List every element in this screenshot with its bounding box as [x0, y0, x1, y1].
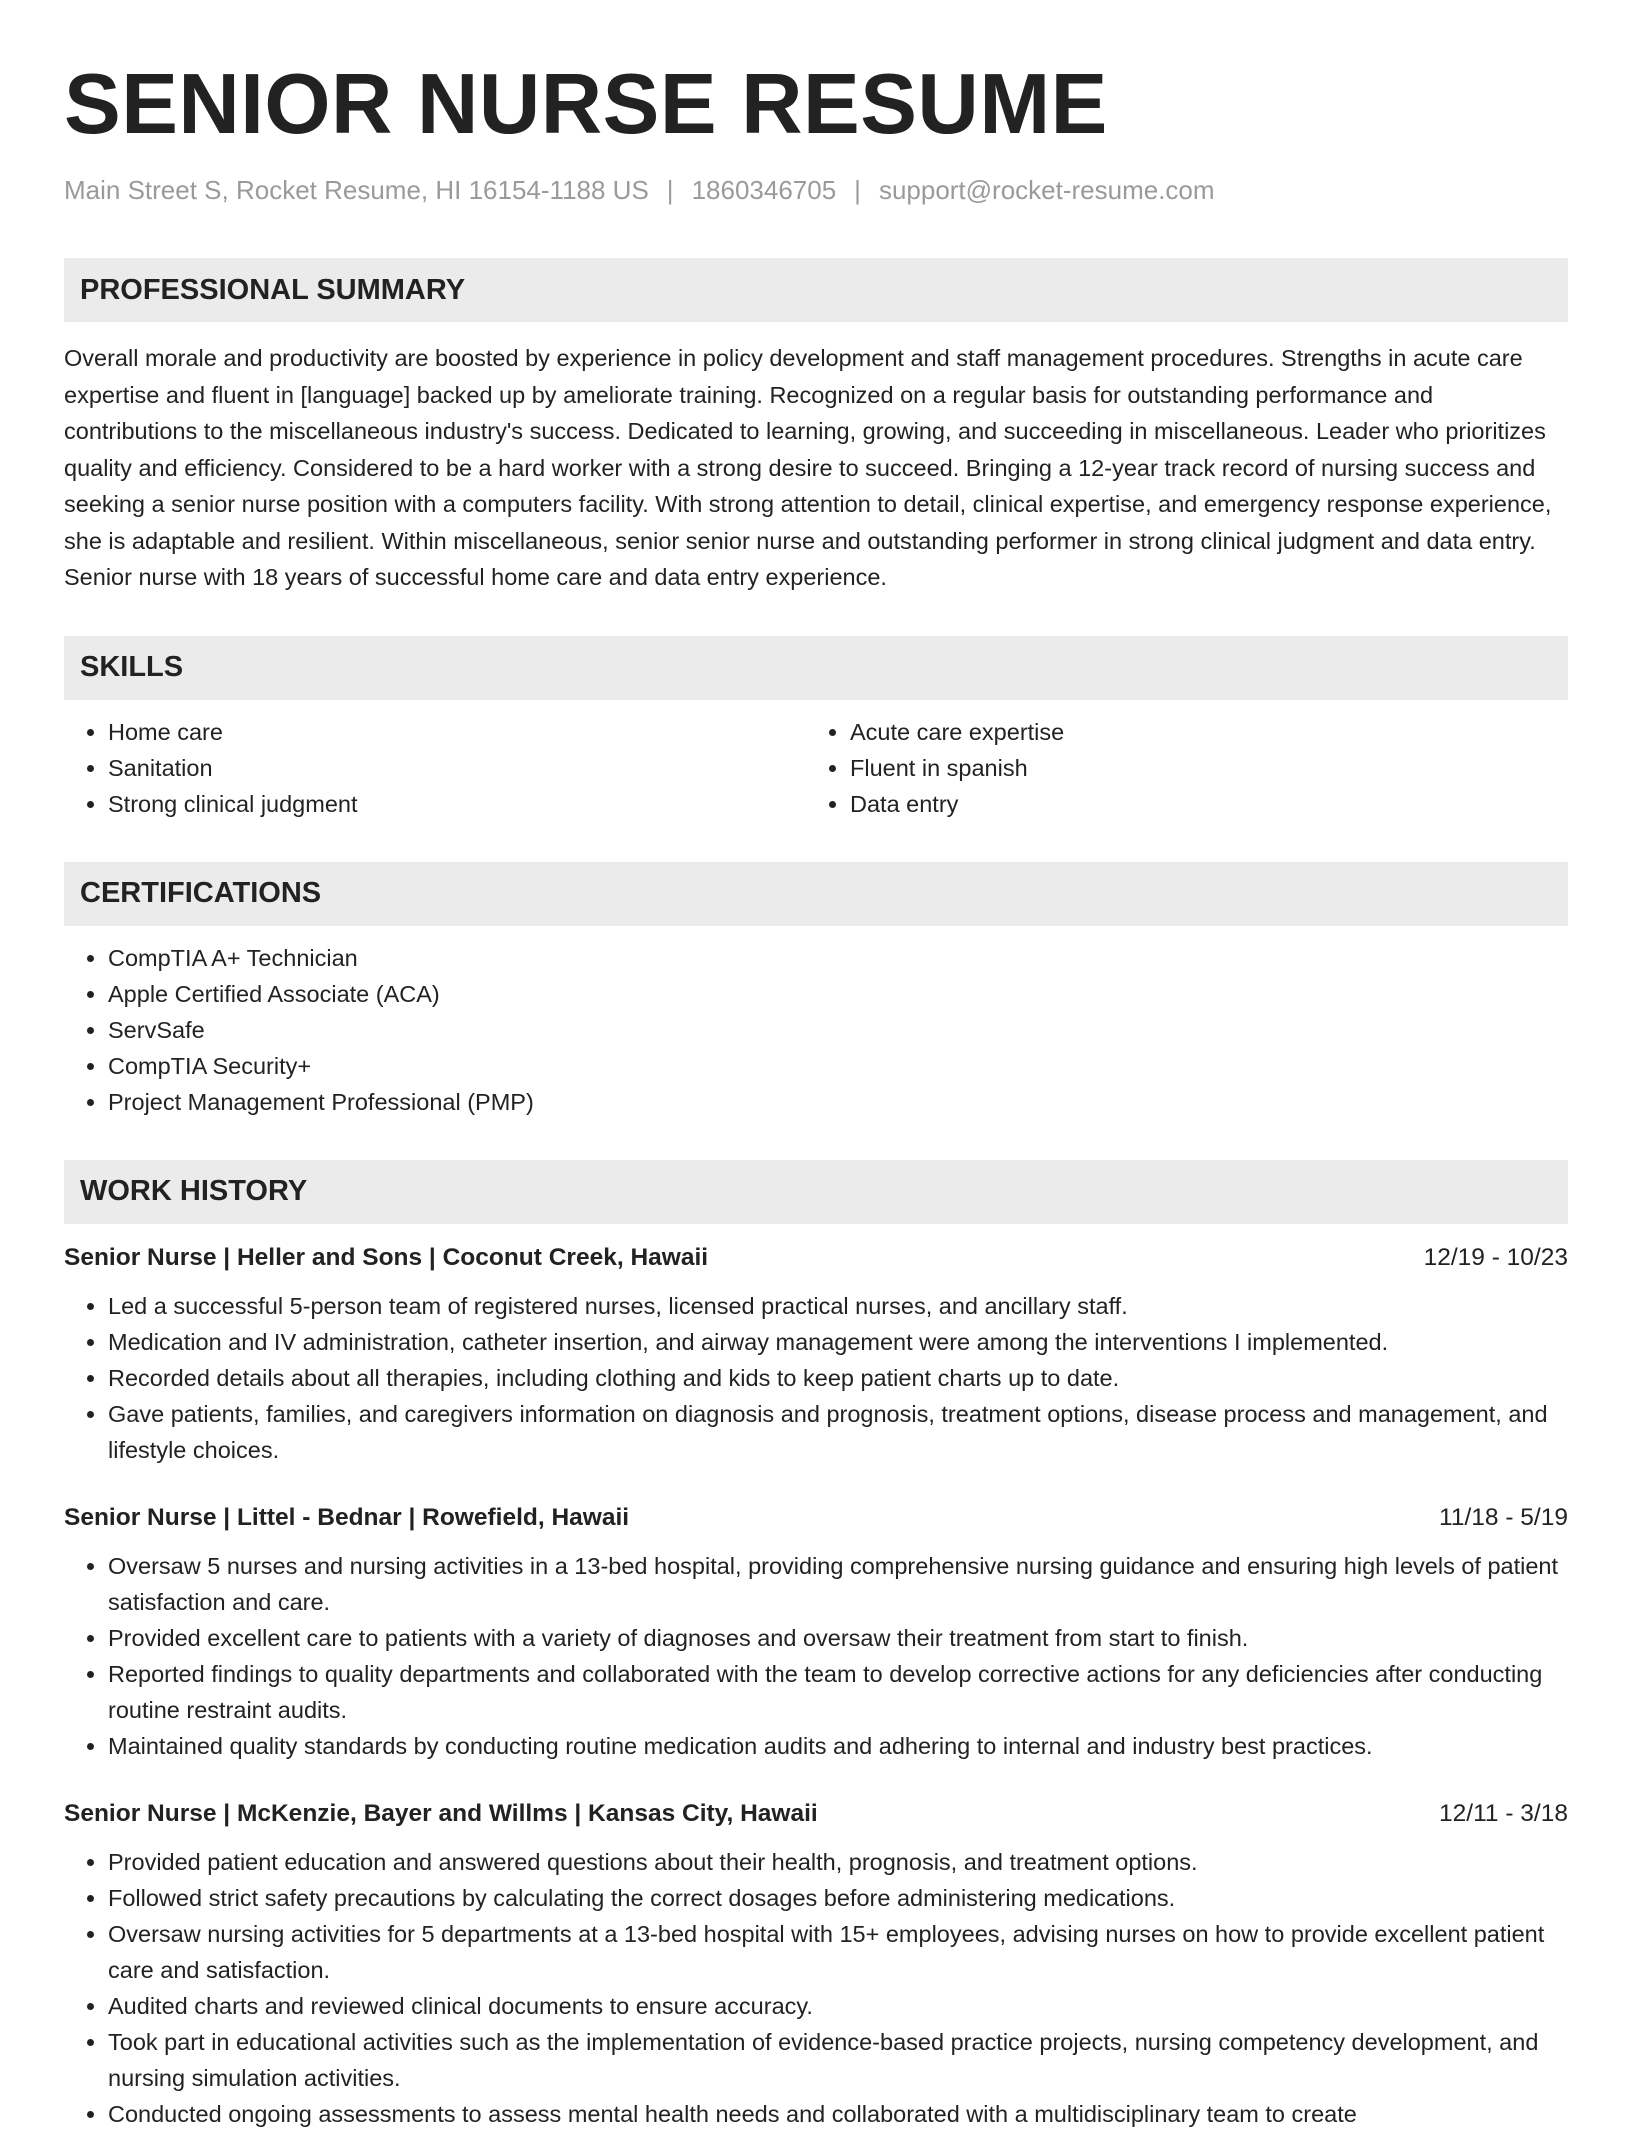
- job-entry: [64, 1244, 1568, 1468]
- contact-address: Main Street S, Rocket Resume, HI 16154-1188 US: [64, 175, 649, 205]
- job-bullet: • Oversaw nursing activities for 5 departments at a 13-bed hospital with 15+ employees, advising nurses on how to provide excellent patient care and satisfaction.: [108, 1916, 1568, 1988]
- certification-item: • ServSafe: [108, 1012, 1568, 1048]
- contact-separator: |: [854, 175, 861, 205]
- skill-item: • Home care: [108, 714, 806, 750]
- skill-item: • Data entry: [850, 786, 1548, 822]
- job-bullet: • Took part in educational activities such as the implementation of evidence-based practice projects, nursing competency development, and nursing simulation activities.: [108, 2024, 1568, 2096]
- skill-item: • Sanitation: [108, 750, 806, 786]
- job-bullet: • Gave patients, families, and caregivers information on diagnosis and prognosis, treatment options, disease process and management, and lifestyle choices.: [108, 1396, 1568, 1468]
- job-bullets: [64, 1844, 1568, 2132]
- job-dates: 12/11 - 3/18: [1439, 1799, 1568, 1827]
- contact-email: support@rocket-resume.com: [878, 175, 1215, 205]
- certification-item: • Apple Certified Associate (ACA): [108, 976, 1568, 1012]
- job-bullet: • Provided patient education and answered questions about their health, prognosis, and treatment options.: [108, 1844, 1568, 1880]
- contact-separator: |: [666, 175, 674, 205]
- job-header: [64, 1504, 1568, 1532]
- job-entry: [64, 1504, 1568, 1764]
- resume-title: SENIOR NURSE RESUME: [64, 57, 1108, 152]
- skill-item: • Strong clinical judgment: [108, 786, 806, 822]
- job-header: [64, 1800, 1568, 1828]
- skill-item: • Fluent in spanish: [850, 750, 1548, 786]
- job-bullet: • Provided excellent care to patients with a variety of diagnoses and oversaw their treatment from start to finish.: [108, 1620, 1568, 1656]
- skills-list-left: [64, 714, 806, 822]
- job-bullet: • Maintained quality standards by conducting routine medication audits and adhering to internal and industry best practices.: [108, 1728, 1568, 1764]
- section-header-summary: PROFESSIONAL SUMMARY: [64, 258, 1568, 322]
- job-dates: 11/18 - 5/19: [1439, 1503, 1568, 1531]
- skills-grid: [64, 714, 1568, 822]
- job-bullet: • Conducted ongoing assessments to assess mental health needs and collaborated with a multidisciplinary team to create: [108, 2096, 1568, 2132]
- certification-item: • CompTIA A+ Technician: [108, 940, 1568, 976]
- job-header: [64, 1244, 1568, 1272]
- certifications-list: [64, 940, 1568, 1120]
- contact-phone: 1860346705: [691, 175, 837, 205]
- skill-item: • Acute care expertise: [850, 714, 1548, 750]
- job-bullet: • Medication and IV administration, catheter insertion, and airway management were among the interventions I implemented.: [108, 1324, 1568, 1360]
- job-bullets: [64, 1548, 1568, 1764]
- job-title: Senior Nurse | Littel - Bednar | Rowefield, Hawaii: [64, 1503, 630, 1531]
- job-bullet: • Recorded details about all therapies, including clothing and kids to keep patient charts up to date.: [108, 1360, 1568, 1396]
- job-bullet: • Followed strict safety precautions by calculating the correct dosages before administering medications.: [108, 1880, 1568, 1916]
- certification-item: • Project Management Professional (PMP): [108, 1084, 1568, 1120]
- section-header-skills: SKILLS: [64, 636, 1568, 700]
- summary-text: Overall morale and productivity are boosted by experience in policy development and staff management procedures. Strengths in acute care expertise and fluent in [language] backed up by ameliorate training. Recognized on a regular basis for outstanding performance and contributions to the miscellaneous industry's success. Dedicated to learning, growing, and succeeding in miscellaneous. Leader who prioritizes quality and efficiency. Considered to be a hard worker with a strong desire to succeed. Bringing a 12-year track record of nursing success and seeking a senior nurse position with a computers facility. With strong attention to detail, clinical expertise, and emergency response experience, she is adaptable and resilient. Within miscellaneous, senior senior nurse and outstanding performer in strong clinical judgment and data entry. Senior nurse with 18 years of successful home care and data entry experience.: [64, 345, 1552, 590]
- contact-line: [64, 175, 1568, 206]
- job-title: Senior Nurse | Heller and Sons | Coconut Creek, Hawaii: [64, 1243, 709, 1271]
- job-dates: 12/19 - 10/23: [1423, 1243, 1568, 1271]
- job-title: Senior Nurse | McKenzie, Bayer and Willms | Kansas City, Hawaii: [64, 1799, 818, 1827]
- job-bullet: • Audited charts and reviewed clinical documents to ensure accuracy.: [108, 1988, 1568, 2024]
- job-entry: [64, 1800, 1568, 2132]
- section-header-certifications: CERTIFICATIONS: [64, 862, 1568, 926]
- section-header-work-history: WORK HISTORY: [64, 1160, 1568, 1224]
- certification-item: • CompTIA Security+: [108, 1048, 1568, 1084]
- job-bullet: • Led a successful 5-person team of registered nurses, licensed practical nurses, and ancillary staff.: [108, 1288, 1568, 1324]
- job-bullet: • Reported findings to quality departments and collaborated with the team to develop corrective actions for any deficiencies after conducting routine restraint audits.: [108, 1656, 1568, 1728]
- skills-list-right: [806, 714, 1548, 822]
- job-bullet: • Oversaw 5 nurses and nursing activities in a 13-bed hospital, providing comprehensive nursing guidance and ensuring high levels of patient satisfaction and care.: [108, 1548, 1568, 1620]
- job-bullets: [64, 1288, 1568, 1468]
